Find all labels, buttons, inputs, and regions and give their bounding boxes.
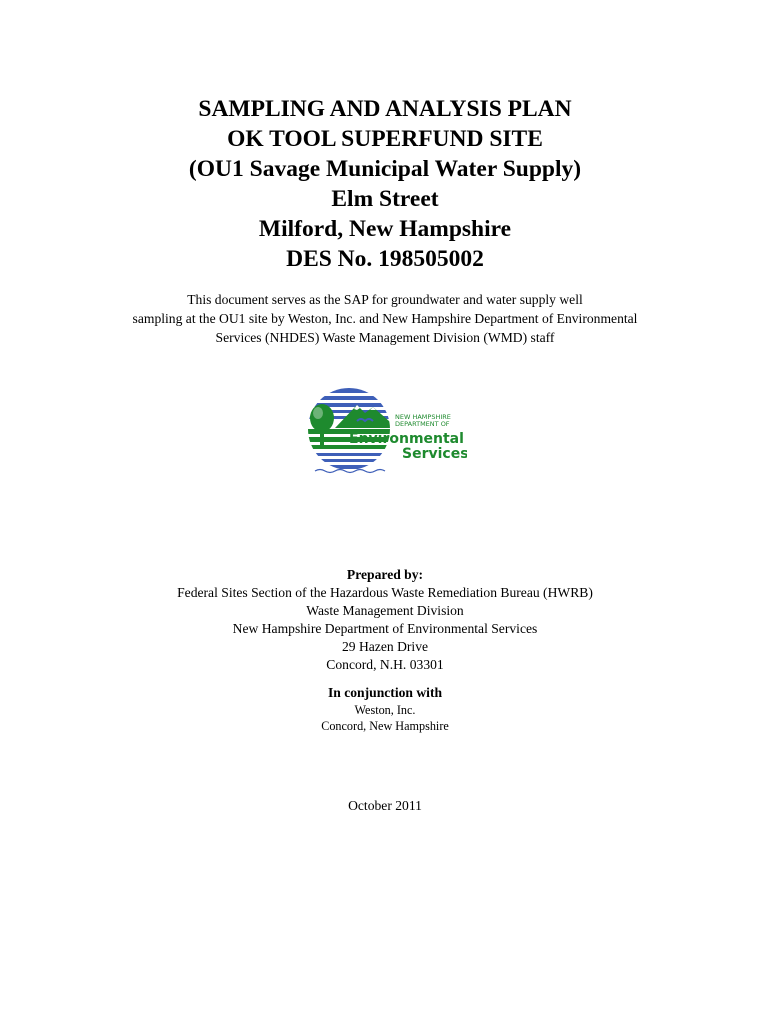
document-date: October 2011 bbox=[348, 798, 422, 813]
conjunction-section bbox=[0, 684, 770, 734]
intro-line: sampling at the OU1 site by Weston, Inc. and New Hampshire Department of Environmental bbox=[132, 311, 638, 326]
logo-text: Environmental bbox=[349, 431, 464, 447]
logo-text: NEW HAMPSHIRE bbox=[395, 413, 451, 421]
prepared-by-section bbox=[0, 566, 770, 674]
conjunction-line: Weston, Inc. bbox=[354, 703, 416, 717]
prepared-line: Federal Sites Section of the Hazardous Waste Remediation Bureau (HWRB) bbox=[177, 585, 593, 600]
intro-paragraph bbox=[60, 290, 710, 347]
title-line: DES No. 198505002 bbox=[286, 246, 484, 272]
title-line: OK TOOL SUPERFUND SITE bbox=[227, 126, 543, 152]
conjunction-line: Concord, New Hampshire bbox=[321, 719, 449, 733]
intro-line: Services (NHDES) Waste Management Division (WMD) staff bbox=[215, 330, 555, 345]
nhdes-logo bbox=[305, 383, 467, 475]
intro-line: This document serves as the SAP for groundwater and water supply well bbox=[187, 292, 583, 307]
prepared-line: New Hampshire Department of Environmental Services bbox=[232, 621, 538, 636]
prepared-line: Waste Management Division bbox=[306, 603, 464, 618]
document-title bbox=[0, 94, 770, 274]
title-line: SAMPLING AND ANALYSIS PLAN bbox=[198, 96, 572, 122]
conjunction-heading: In conjunction with bbox=[327, 685, 443, 700]
title-line: Elm Street bbox=[331, 186, 439, 212]
logo-text: Services bbox=[402, 446, 467, 462]
prepared-line: Concord, N.H. 03301 bbox=[326, 657, 444, 672]
title-line: (OU1 Savage Municipal Water Supply) bbox=[188, 156, 582, 182]
prepared-heading: Prepared by: bbox=[346, 567, 424, 582]
logo-text: DEPARTMENT OF bbox=[395, 420, 450, 428]
prepared-line: 29 Hazen Drive bbox=[341, 639, 429, 654]
nhdes-logo-graphic bbox=[305, 383, 467, 475]
title-line: Milford, New Hampshire bbox=[258, 216, 512, 242]
